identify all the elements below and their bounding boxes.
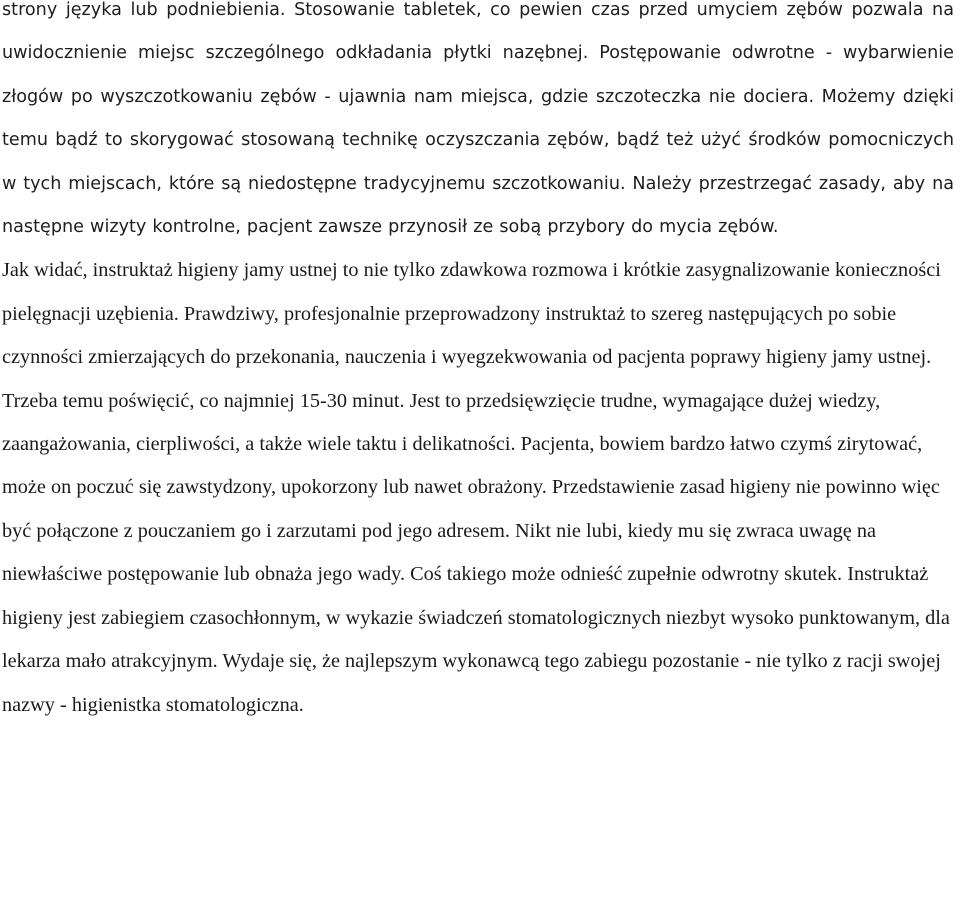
paragraph-hygiene-instruction: Jak widać, instruktaż higieny jamy ustnej to nie tylko zdawkowa rozmowa i krótkie zasygnalizowanie konieczności pielęgnacji uzębienia. Prawdziwy, profesjonalnie przeprowadzony instruktaż to szereg następujących po sobie czynności zmierzających do przekonania, nauczenia i wyegzekwowania od pacjenta poprawy higieny jamy ustnej. Trzeba temu poświęcić, co najmniej 15-30 minut. Jest to przedsięwzięcie trudne, wymagające dużej wiedzy, zaangażowania, cierpliwości, a także wiele taktu i delikatności. Pacjenta, bowiem bardzo łatwo czymś zirytować, może on poczuć się zawstydzony, upokorzony lub nawet obrażony. Przedstawienie zasad higieny nie powinno więc być połączone z pouczaniem go i zarzutami pod jego adresem. Nikt nie lubi, kiedy mu się zwraca uwagę na niewłaściwe postępowanie lub obnaża jego wady. Coś takiego może odnieść zupełnie odwrotny skutek. Instruktaż higieny jest zabiegiem czasochłonnym, w wykazie świadczeń stomatologicznych niezbyt wysoko punktowanym, dla lekarza mało atrakcyjnym. Wydaje się, że najlepszym wykonawcą tego zabiegu pozostanie - nie tylko z racji swojej nazwy - higienistka stomatologiczna. bbox=[2, 259, 950, 716]
paragraph-tablet-staining: strony języka lub podniebienia. Stosowanie tabletek, co pewien czas przed umyciem zębów pozwala na uwidocznienie miejsc szczególnego odkładania płytki nazębnej. Postępowanie odwrotne - wybarwienie złogów po wyszczotkowaniu zębów - ujawnia nam miejsca, gdzie szczoteczka nie dociera. Możemy dzięki temu bądź to skorygować stosowaną technikę oczyszczania zębów, bądź też użyć środków pomocniczych w tych miejscach, które są niedostępne tradycyjnemu szczotkowaniu. Należy przestrzegać zasady, aby na następne wizyty kontrolne, pacjent zawsze przynosił ze sobą przybory do mycia zębów. bbox=[2, 0, 954, 238]
